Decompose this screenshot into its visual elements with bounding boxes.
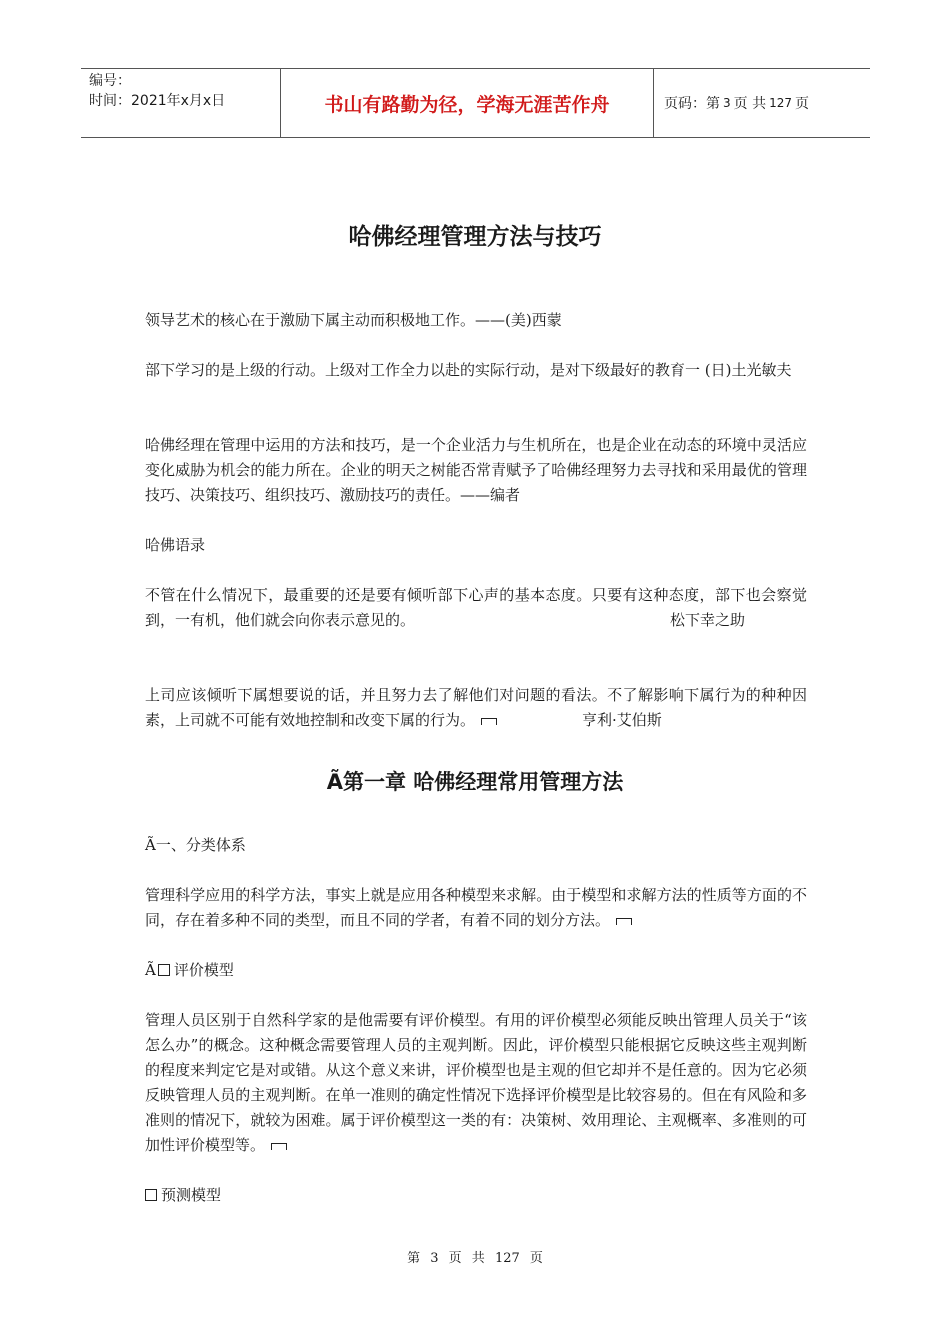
saying-2	[145, 683, 807, 733]
checkbox-square-icon	[145, 1189, 157, 1201]
saying-1-text: 不管在什么情况下，最重要的还是要有倾听部下心声的基本态度。只要有这种态度，部下也会察觉到，一有机，他们就会向你表示意见的。	[145, 586, 807, 629]
page-footer	[0, 1247, 950, 1266]
quote-2: 部下学习的是上级的行动。上级对工作全力以赴的实际行动，是对下级最好的教育一 (日)土光敏夫	[145, 361, 792, 379]
paragraph-mark-icon	[616, 918, 632, 925]
document-title: 哈佛经理管理方法与技巧	[348, 224, 602, 250]
footer-mid: 页 共	[448, 1251, 485, 1266]
number-label: 编号：	[89, 73, 131, 89]
footer-total: 127	[494, 1251, 520, 1266]
header-page-info	[654, 69, 870, 137]
subsection-1-prefix: Ã	[145, 961, 156, 979]
footer-prefix: 第	[407, 1251, 421, 1266]
subsection-1-title: 评价模型	[173, 961, 234, 979]
page-mid: 页 共	[733, 96, 767, 112]
chapter-title: Ã第一章 哈佛经理常用管理方法	[326, 770, 624, 794]
saying-1-author: 松下幸之助	[670, 611, 746, 629]
page-current: 3	[723, 96, 731, 110]
page-suffix: 页	[795, 96, 809, 112]
section-1-paragraph	[145, 883, 807, 933]
paragraph-mark-icon	[271, 1143, 287, 1150]
section-1-text: 管理科学应用的科学方法，事实上就是应用各种模型来求解。由于模型和求解方法的性质等方面的不同，存在着多种不同的类型，而且不同的学者，有着不同的划分方法。	[145, 886, 807, 929]
subsection-1-paragraph	[145, 1008, 807, 1158]
subsection-2-title: 预测模型	[161, 1186, 222, 1204]
header-table	[81, 68, 870, 138]
saying-2-author: 亨利·艾伯斯	[582, 711, 662, 729]
date-label: 时间：2021年x月x日	[89, 93, 226, 109]
footer-suffix: 页	[529, 1251, 543, 1266]
section-1-heading: Ã一、分类体系	[145, 836, 246, 854]
intro-paragraph: 哈佛经理在管理中运用的方法和技巧，是一个企业活力与生机所在，也是企业在动态的环境中灵活应变化威胁为机会的能力所在。企业的明天之树能否常青赋予了哈佛经理努力去寻找和采用最优的管理技巧、决策技巧、组织技巧、激励技巧的责任。——编者	[145, 436, 807, 504]
sayings-heading: 哈佛语录	[145, 536, 206, 554]
subsection-2-heading	[145, 1183, 807, 1208]
saying-2-text: 上司应该倾听下属想要说的话，并且努力去了解他们对问题的看法。不了解影响下属行为的种种因素，上司就不可能有效地控制和改变下属的行为。	[145, 686, 807, 729]
header-meta	[81, 69, 281, 137]
checkbox-square-icon	[158, 964, 170, 976]
subsection-1-heading	[145, 958, 807, 983]
saying-1	[145, 583, 807, 633]
header-motto: 书山有路勤为径，学海无涯苦作舟	[281, 69, 654, 137]
paragraph-mark-icon	[481, 718, 497, 725]
subsection-1-text: 管理人员区别于自然科学家的是他需要有评价模型。有用的评价模型必须能反映出管理人员关于“该怎么办”的概念。这种概念需要管理人员的主观判断。因此，评价模型只能根据它反映这些主观判断的程度来判定它是对或错。从这个意义来讲，评价模型也是主观的但它却并不是任意的。因为它必须反映管理人员的主观判断。在单一准则的确定性情况下选择评价模型是比较容易的。但在有风险和多准则的情况下，就较为困难。属于评价模型这一类的有：决策树、效用理论、主观概率、多准则的可加性评价模型等。	[145, 1011, 807, 1154]
quote-1: 领导艺术的核心在于激励下属主动而积极地工作。——(美)西蒙	[145, 311, 562, 329]
page-total: 127	[769, 96, 792, 110]
page-prefix: 页码：第	[664, 96, 720, 112]
footer-current: 3	[430, 1251, 439, 1266]
